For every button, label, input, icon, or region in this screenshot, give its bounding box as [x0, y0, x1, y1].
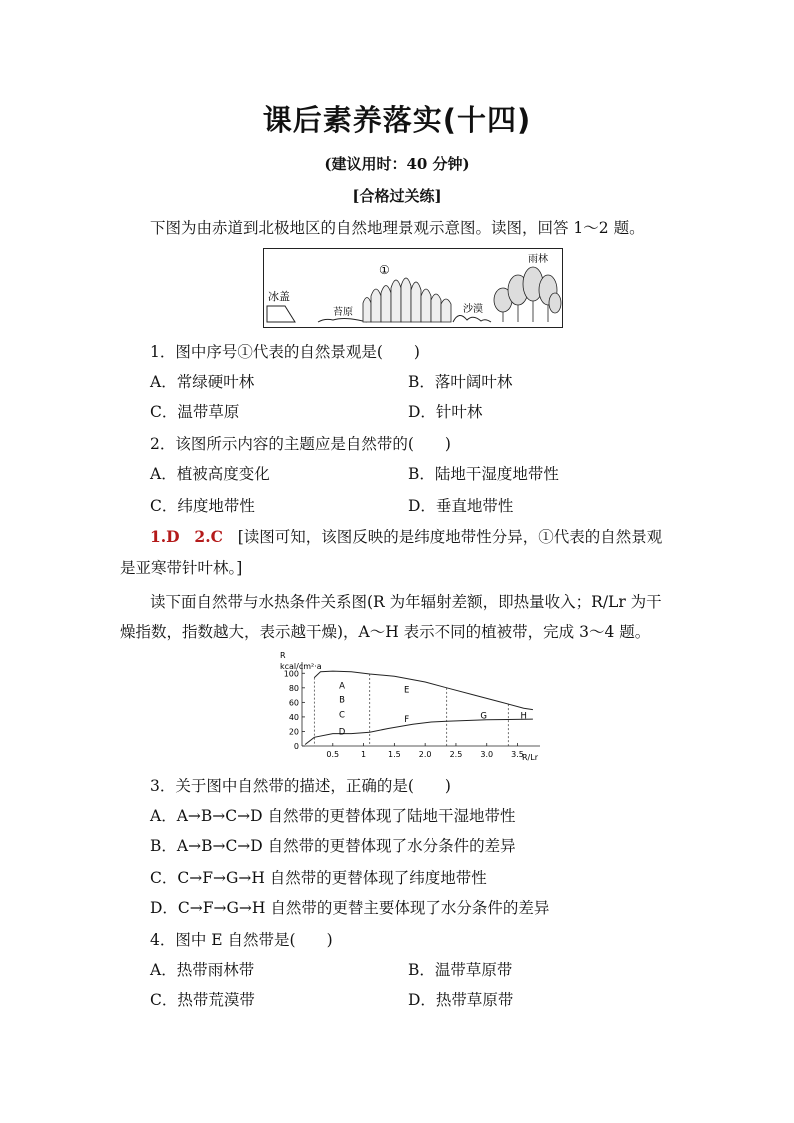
question-3-option-c[interactable]: C．C→F→G→H 自然带的更替体现了纬度地带性	[150, 869, 487, 887]
question-3-option-d[interactable]: D．C→F→G→H 自然带的更替主要体现了水分条件的差异	[150, 899, 550, 917]
zone-label-d: D	[338, 727, 346, 738]
answer-2: 2.C	[194, 527, 223, 546]
label-ice: 冰盖	[268, 290, 290, 303]
y-tick-label: 80	[288, 683, 299, 693]
question-1-option-c[interactable]: C．温带草原	[150, 403, 240, 421]
answer-block-1-2	[150, 525, 662, 547]
upper-boundary-line	[314, 671, 533, 710]
question-4-option-d[interactable]: D．热带草原带	[408, 991, 514, 1009]
x-tick-label: 1	[361, 750, 367, 759]
zone-label-c: C	[339, 710, 345, 721]
vegetation-zone-chart	[278, 648, 550, 766]
time-note: (建议用时：40 分钟)	[324, 155, 470, 173]
label-circle-1: ①	[379, 263, 390, 277]
y-tick-label: 100	[283, 669, 299, 679]
page-title: 课后素养落实(十四)	[262, 103, 532, 137]
answer-1: 1.D	[150, 527, 180, 546]
intro-paragraph-1: 下图为由赤道到北极地区的自然地理景观示意图。读图，回答 1～2 题。	[150, 219, 645, 237]
zone-label-g: G	[480, 711, 487, 722]
label-rainforest: 雨林	[528, 254, 548, 265]
question-2-stem: 2．该图所示内容的主题应是自然带的( )	[150, 435, 451, 453]
zone-label-b: B	[339, 695, 345, 706]
intro-paragraph-2-line-1: 读下面自然带与水热条件关系图(R 为年辐射差额，即热量收入；R/Lr 为干	[150, 593, 662, 611]
x-axis-label: R/Lr	[522, 753, 538, 762]
question-1-option-b[interactable]: B．落叶阔叶林	[408, 373, 513, 391]
question-2-option-b[interactable]: B．陆地干湿度地带性	[408, 465, 559, 483]
x-tick-label: 0.5	[326, 750, 340, 759]
zone-label-a: A	[339, 681, 345, 692]
question-4-option-b[interactable]: B．温带草原带	[408, 961, 513, 979]
explanation-line-2: 是亚寒带针叶林。]	[120, 559, 243, 577]
y-tick-label: 20	[288, 727, 299, 737]
x-tick-label: 3.5	[511, 750, 524, 759]
y-axis-label: R	[280, 651, 286, 660]
y-tick-label: 60	[288, 698, 299, 708]
y-axis-unit: kcal/cm²·a	[280, 662, 322, 671]
question-4-option-c[interactable]: C．热带荒漠带	[150, 991, 255, 1009]
zone-label-f: F	[404, 715, 410, 726]
x-tick-label: 1.5	[388, 750, 401, 759]
question-4-stem: 4．图中 E 自然带是( )	[150, 931, 333, 949]
label-desert: 沙漠	[463, 304, 483, 315]
zone-label-h: H	[520, 711, 527, 722]
question-1-option-d[interactable]: D．针叶林	[408, 403, 483, 421]
zone-label-e: E	[403, 685, 410, 696]
question-3-option-b[interactable]: B．A→B→C→D 自然带的更替体现了水分条件的差异	[150, 837, 516, 855]
question-2-option-a[interactable]: A．植被高度变化	[150, 465, 270, 483]
x-tick-label: 2.5	[449, 750, 463, 759]
question-3-stem: 3．关于图中自然带的描述，正确的是( )	[150, 777, 451, 795]
label-tundra: 苔原	[333, 307, 353, 318]
question-1-stem: 1．图中序号①代表的自然景观是( )	[150, 343, 420, 361]
intro-paragraph-2-line-2: 燥指数，指数越大，表示越干燥)，A～H 表示不同的植被带，完成 3～4 题。	[120, 623, 651, 641]
x-tick-label: 3.0	[480, 750, 494, 759]
question-3-option-a[interactable]: A．A→B→C→D 自然带的更替体现了陆地干湿地带性	[150, 807, 516, 825]
y-tick-label: 40	[288, 712, 299, 722]
question-1-option-a[interactable]: A．常绿硬叶林	[150, 373, 255, 391]
question-2-option-d[interactable]: D．垂直地带性	[408, 497, 514, 515]
y-tick-label: 0	[293, 742, 299, 751]
question-2-option-c[interactable]: C．纬度地带性	[150, 497, 255, 515]
explanation-line-1: [读图可知，该图反映的是纬度地带性分异，①代表的自然景观	[237, 528, 663, 546]
landscape-profile-figure	[263, 248, 563, 328]
x-tick-label: 2.0	[418, 750, 432, 759]
section-heading: [合格过关练]	[352, 187, 442, 205]
question-4-option-a[interactable]: A．热带雨林带	[150, 961, 255, 979]
